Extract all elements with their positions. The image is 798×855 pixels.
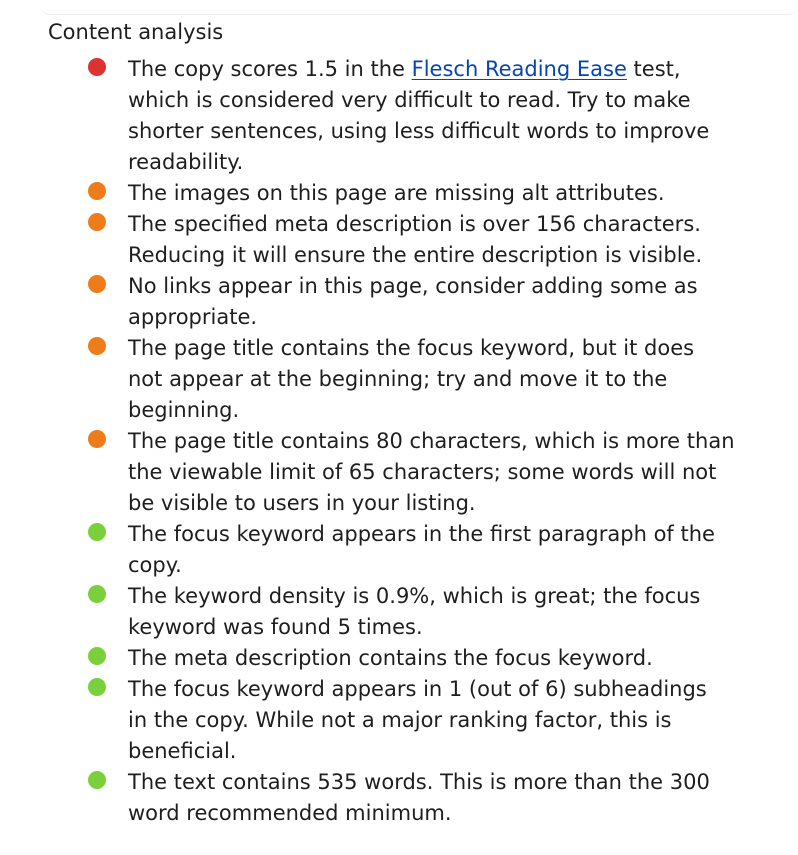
analysis-list — [88, 54, 748, 829]
flesch-reading-ease-link[interactable]: Flesch Reading Ease — [411, 57, 627, 81]
status-ok-icon — [88, 275, 106, 293]
item-text: The focus keyword appears in the first paragraph of the copy. — [128, 522, 715, 577]
section-title: Content analysis — [48, 20, 224, 44]
status-good-icon — [88, 678, 106, 696]
item-text: The text contains 535 words. This is more than the 300 word recommended minimum. — [128, 770, 710, 825]
item-text: The page title contains 80 characters, which is more than the viewable limit of 65 characters; some words will not be visible to users in your listing. — [128, 429, 735, 515]
status-good-icon — [88, 523, 106, 541]
panel-top-edge — [40, 0, 798, 15]
status-good-icon — [88, 771, 106, 789]
analysis-item-title-keyword-position — [88, 333, 748, 426]
status-good-icon — [88, 585, 106, 603]
item-text: No links appear in this page, consider adding some as appropriate. — [128, 274, 698, 329]
status-ok-icon — [88, 337, 106, 355]
analysis-item-subheadings — [88, 674, 748, 767]
item-text: The focus keyword appears in 1 (out of 6) subheadings in the copy. While not a major ranking factor, this is beneficial. — [128, 677, 707, 763]
item-text: The page title contains the focus keyword, but it does not appear at the beginning; try and move it to the beginning. — [128, 336, 695, 422]
analysis-item-title-length — [88, 426, 748, 519]
item-text-post: test, which is considered very difficult to read. Try to make shorter sentences, using less difficult words to improve readability. — [128, 57, 710, 174]
status-good-icon — [88, 647, 106, 665]
item-text: The specified meta description is over 156 characters. Reducing it will ensure the entire description is visible. — [128, 212, 703, 267]
status-ok-icon — [88, 182, 106, 200]
analysis-item-word-count — [88, 767, 748, 829]
analysis-item-meta-length — [88, 209, 748, 271]
analysis-item-flesch — [88, 54, 748, 178]
analysis-item-alt-attributes — [88, 178, 748, 209]
status-bad-icon — [88, 58, 106, 76]
item-text: The meta description contains the focus keyword. — [128, 646, 653, 670]
status-ok-icon — [88, 213, 106, 231]
analysis-item-keyword-density — [88, 581, 748, 643]
analysis-item-meta-keyword — [88, 643, 748, 674]
item-text: The keyword density is 0.9%, which is great; the focus keyword was found 5 times. — [128, 584, 701, 639]
analysis-item-keyword-first-paragraph — [88, 519, 748, 581]
status-ok-icon — [88, 430, 106, 448]
item-text-pre: The copy scores 1.5 in the — [128, 57, 412, 81]
analysis-item-links — [88, 271, 748, 333]
item-text: The images on this page are missing alt attributes. — [128, 181, 665, 205]
